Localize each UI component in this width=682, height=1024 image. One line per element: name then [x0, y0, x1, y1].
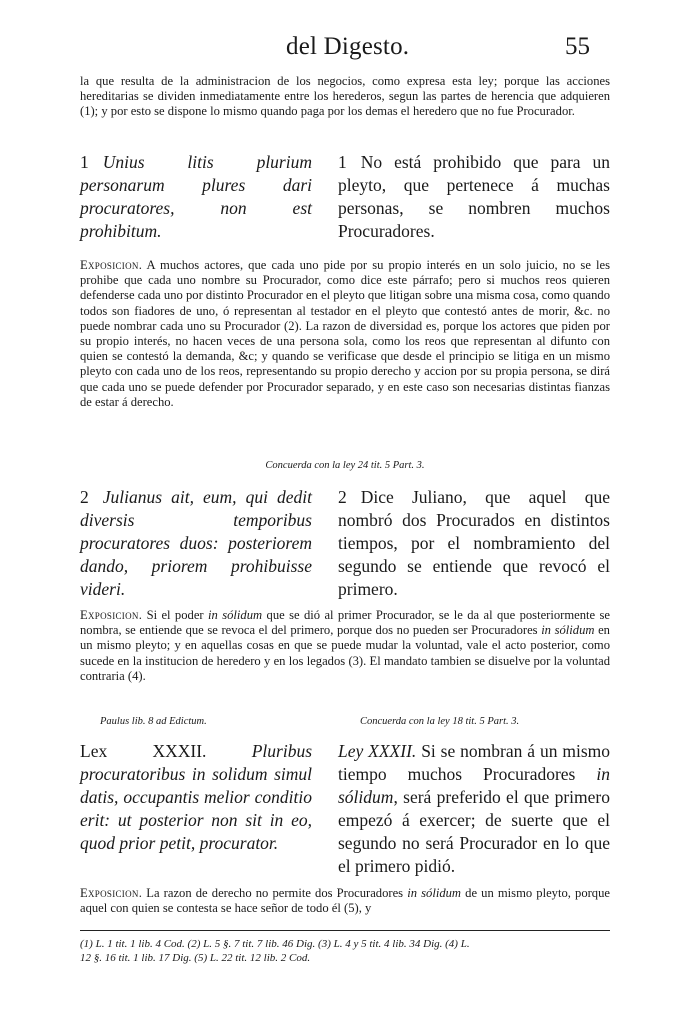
ley-32-text-b: , será preferido el que primero empezó á exercer; de suerte que el segundo no será Procurador en lo que el primero pidió.: [338, 787, 610, 876]
law-1-latin-text: Unius litis plurium personarum plures dari procuratores, non est prohibitum.: [80, 152, 312, 241]
law-1-number-es: 1: [338, 152, 347, 172]
law-1-spanish-text: No está prohibido que para un pleyto, que pertenece á muchas personas, se nombren muchos Procuradores.: [338, 152, 610, 241]
exposicion-2-text-c: en un mismo pleyto; y en aquellas cosas en que se puede mudar la voluntad, vale el acto posterior, como sucede en la institucion de heredero y en los legados (3). El mandato tambien se disuelve por la voluntad contraria (4).: [80, 623, 610, 683]
lex-32-latin-text: Pluribus procuratoribus in solidum simul datis, occupantis melior conditio erit: ut posterior non sit in eo, quod prior petit, procurator.: [80, 741, 313, 853]
concordance-1: Concuerda con la ley 24 tit. 5 Part. 3.: [265, 460, 425, 471]
ley-32-italic: in sólidum: [338, 764, 610, 807]
exposicion-1: [80, 258, 610, 410]
exposicion-2-italic-a: in sólidum: [208, 608, 263, 622]
law-1-spanish: [338, 151, 610, 243]
law-2-latin: [80, 486, 312, 601]
exposicion-3-text-b: de un mismo pleyto, porque aquel con quien se contesta se hace señor de todo él (5), y: [80, 886, 610, 916]
intro-paragraph: la que resulta de la administracion de los negocios, como expresa esta ley; porque las acciones hereditarias se dividen inmediatamente entre los herederos, segun las partes de herencia que adquieren (1); y por esto se dispone lo mismo quando paga por los demas el heredero que no fue Procurador.: [80, 74, 610, 119]
law-1-latin: [80, 151, 312, 243]
concordance-2: Concuerda con la ley 18 tit. 5 Part. 3.: [360, 716, 520, 727]
exposicion-3: [80, 886, 610, 916]
law-2-spanish: [338, 486, 610, 601]
exposicion-3-lead: Exposicion.: [80, 886, 143, 900]
ley-32-text-a: Si se nombran á un mismo tiempo muchos Procuradores: [338, 741, 611, 784]
page-number: 55: [565, 33, 590, 60]
exposicion-1-lead: Exposicion.: [80, 258, 143, 272]
exposicion-1-text: A muchos actores, que cada uno pide por su propio interés en un solo juicio, no se les prohibe que cada uno nombre su Procurador, como dice este párrafo; pero si muchos reos quieren defenderse cada uno por distinto Procurador en el pleyto que litigan sobre una misma cosa, como quando todos son fiadores de uno, ó representan al testador en el pleyto que contestó antes de morir, &c. no puede nombrar cada uno su Procurador (2). La razon de diversidad es, porque los actores que piden por su propio interés, no hacen veces de una persona sola, como los reos que representan al difunto con quien se contestó la demanda, &c; y quando se verificase que desde el principio se litiga en un mismo pleyto con cada uno de los reos, representando su propio derecho y accion por su propia persona, se dirá que cada uno se puede defender por Procurador separado, y en este caso son necesarias distintas fianzas de estar á derecho.: [80, 258, 610, 409]
exposicion-3-text-a: La razon de derecho no permite dos Procuradores: [146, 886, 404, 900]
exposicion-2-text-b: que se dió al primer Procurador, se le da al que posteriormente se nombra, se entiende que se revoca el del primero, porque dos no pueden ser Procuradores: [80, 608, 611, 638]
lex-32-label: Lex XXXII.: [80, 741, 207, 761]
running-header-title: del Digesto.: [286, 33, 410, 60]
source-paulus: Paulus lib. 8 ad Edictum.: [100, 716, 207, 727]
law-2-spanish-text: Dice Juliano, que aquel que nombró dos Procurados en distintos tiempos, por el nombramiento del segundo se entiende que revocó el primero.: [338, 487, 610, 599]
footnote-line-2: 12 §. 16 tit. 1 lib. 17 Dig. (5) L. 22 tit. 12 lib. 2 Cod.: [80, 952, 311, 964]
exposicion-3-italic: in sólidum: [407, 886, 462, 900]
exposicion-2-italic-b: in sólidum: [541, 623, 595, 638]
lex-32-latin: [80, 740, 312, 855]
footnotes: [80, 937, 620, 965]
footnote-rule: [80, 930, 610, 931]
footnote-line-1: (1) L. 1 tit. 1 lib. 4 Cod. (2) L. 5 §. 7 tit. 7 lib. 46 Dig. (3) L. 4 y 5 tit. 4 lib. 34 Dig. (4) L.: [80, 938, 470, 950]
ley-32-label: Ley XXXII.: [338, 741, 417, 761]
ley-32-spanish: [338, 740, 610, 878]
law-2-number: 2: [80, 487, 89, 507]
exposicion-2: [80, 608, 610, 684]
law-2-latin-text: Julianus ait, eum, qui dedit diversis temporibus procuratores duos: posteriorem dando, priorem prohibuisse videri.: [80, 487, 312, 599]
exposicion-2-lead: Exposicion.: [80, 608, 143, 622]
law-2-number-es: 2: [338, 487, 347, 507]
exposicion-2-text-a: Si el poder: [146, 608, 204, 622]
law-1-number: 1: [80, 152, 89, 172]
